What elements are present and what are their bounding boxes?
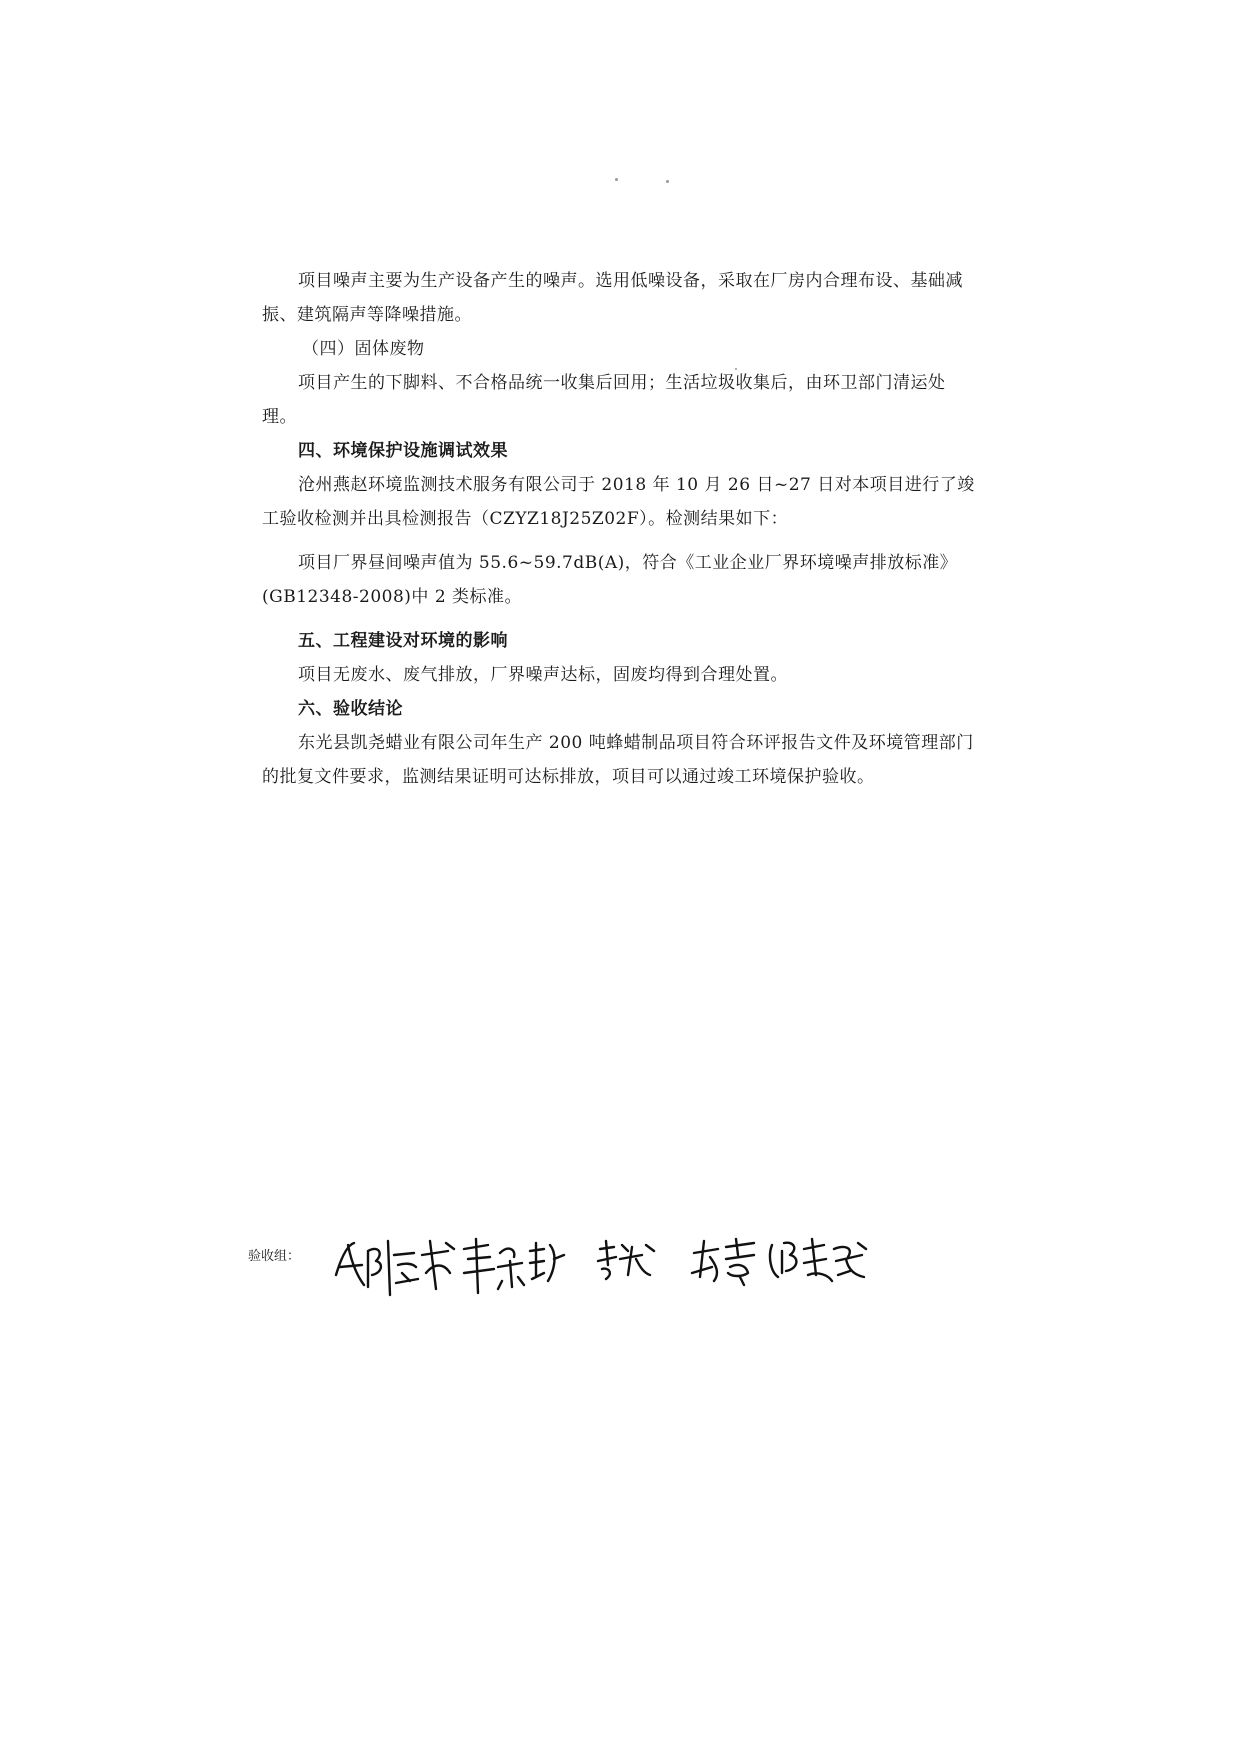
signature-3 bbox=[598, 1241, 654, 1279]
handwritten-signatures bbox=[318, 1215, 948, 1305]
section6-paragraph: 东光县凯尧蜡业有限公司年生产 200 吨蜂蜡制品项目符合环评报告文件及环境管理部门的批复文件要求，监测结果证明可达标排放，项目可以通过竣工环境保护验收。 bbox=[262, 733, 974, 787]
document-body bbox=[262, 264, 977, 794]
signature-1 bbox=[336, 1241, 454, 1295]
solid-waste-paragraph: 项目产生的下脚料、不合格品统一收集后回用；生活垃圾收集后，由环卫部门清运处理。 bbox=[262, 373, 946, 427]
acceptance-group-label: 验收组： bbox=[248, 1249, 301, 1264]
signature-5 bbox=[770, 1239, 866, 1281]
solid-waste-heading: （四）固体废物 bbox=[302, 339, 425, 359]
section4-heading: 四、环境保护设施调试效果 bbox=[298, 441, 508, 461]
scan-speck bbox=[666, 180, 669, 183]
signature-row bbox=[248, 1215, 948, 1305]
section4-result-paragraph: 项目厂界昼间噪声值为 55.6~59.7dB(A)，符合《工业企业厂界环境噪声排放标准》(GB12348-2008)中 2 类标准。 bbox=[262, 553, 958, 607]
signature-2 bbox=[464, 1239, 564, 1293]
section4-paragraph: 沧州燕赵环境监测技术服务有限公司于 2018 年 10 月 26 日~27 日对本项目进行了竣工验收检测并出具检测报告（CZYZ18J25Z02F）。检测结果如下： bbox=[262, 475, 975, 529]
section5-paragraph: 项目无废水、废气排放，厂界噪声达标，固废均得到合理处置。 bbox=[298, 665, 788, 685]
scan-speck bbox=[615, 178, 618, 181]
signature-4 bbox=[692, 1239, 754, 1285]
noise-paragraph: 项目噪声主要为生产设备产生的噪声。选用低噪设备，采取在厂房内合理布设、基础减振、建筑隔声等降噪措施。 bbox=[262, 271, 963, 325]
section6-heading: 六、验收结论 bbox=[298, 699, 403, 719]
section5-heading: 五、工程建设对环境的影响 bbox=[298, 631, 508, 651]
